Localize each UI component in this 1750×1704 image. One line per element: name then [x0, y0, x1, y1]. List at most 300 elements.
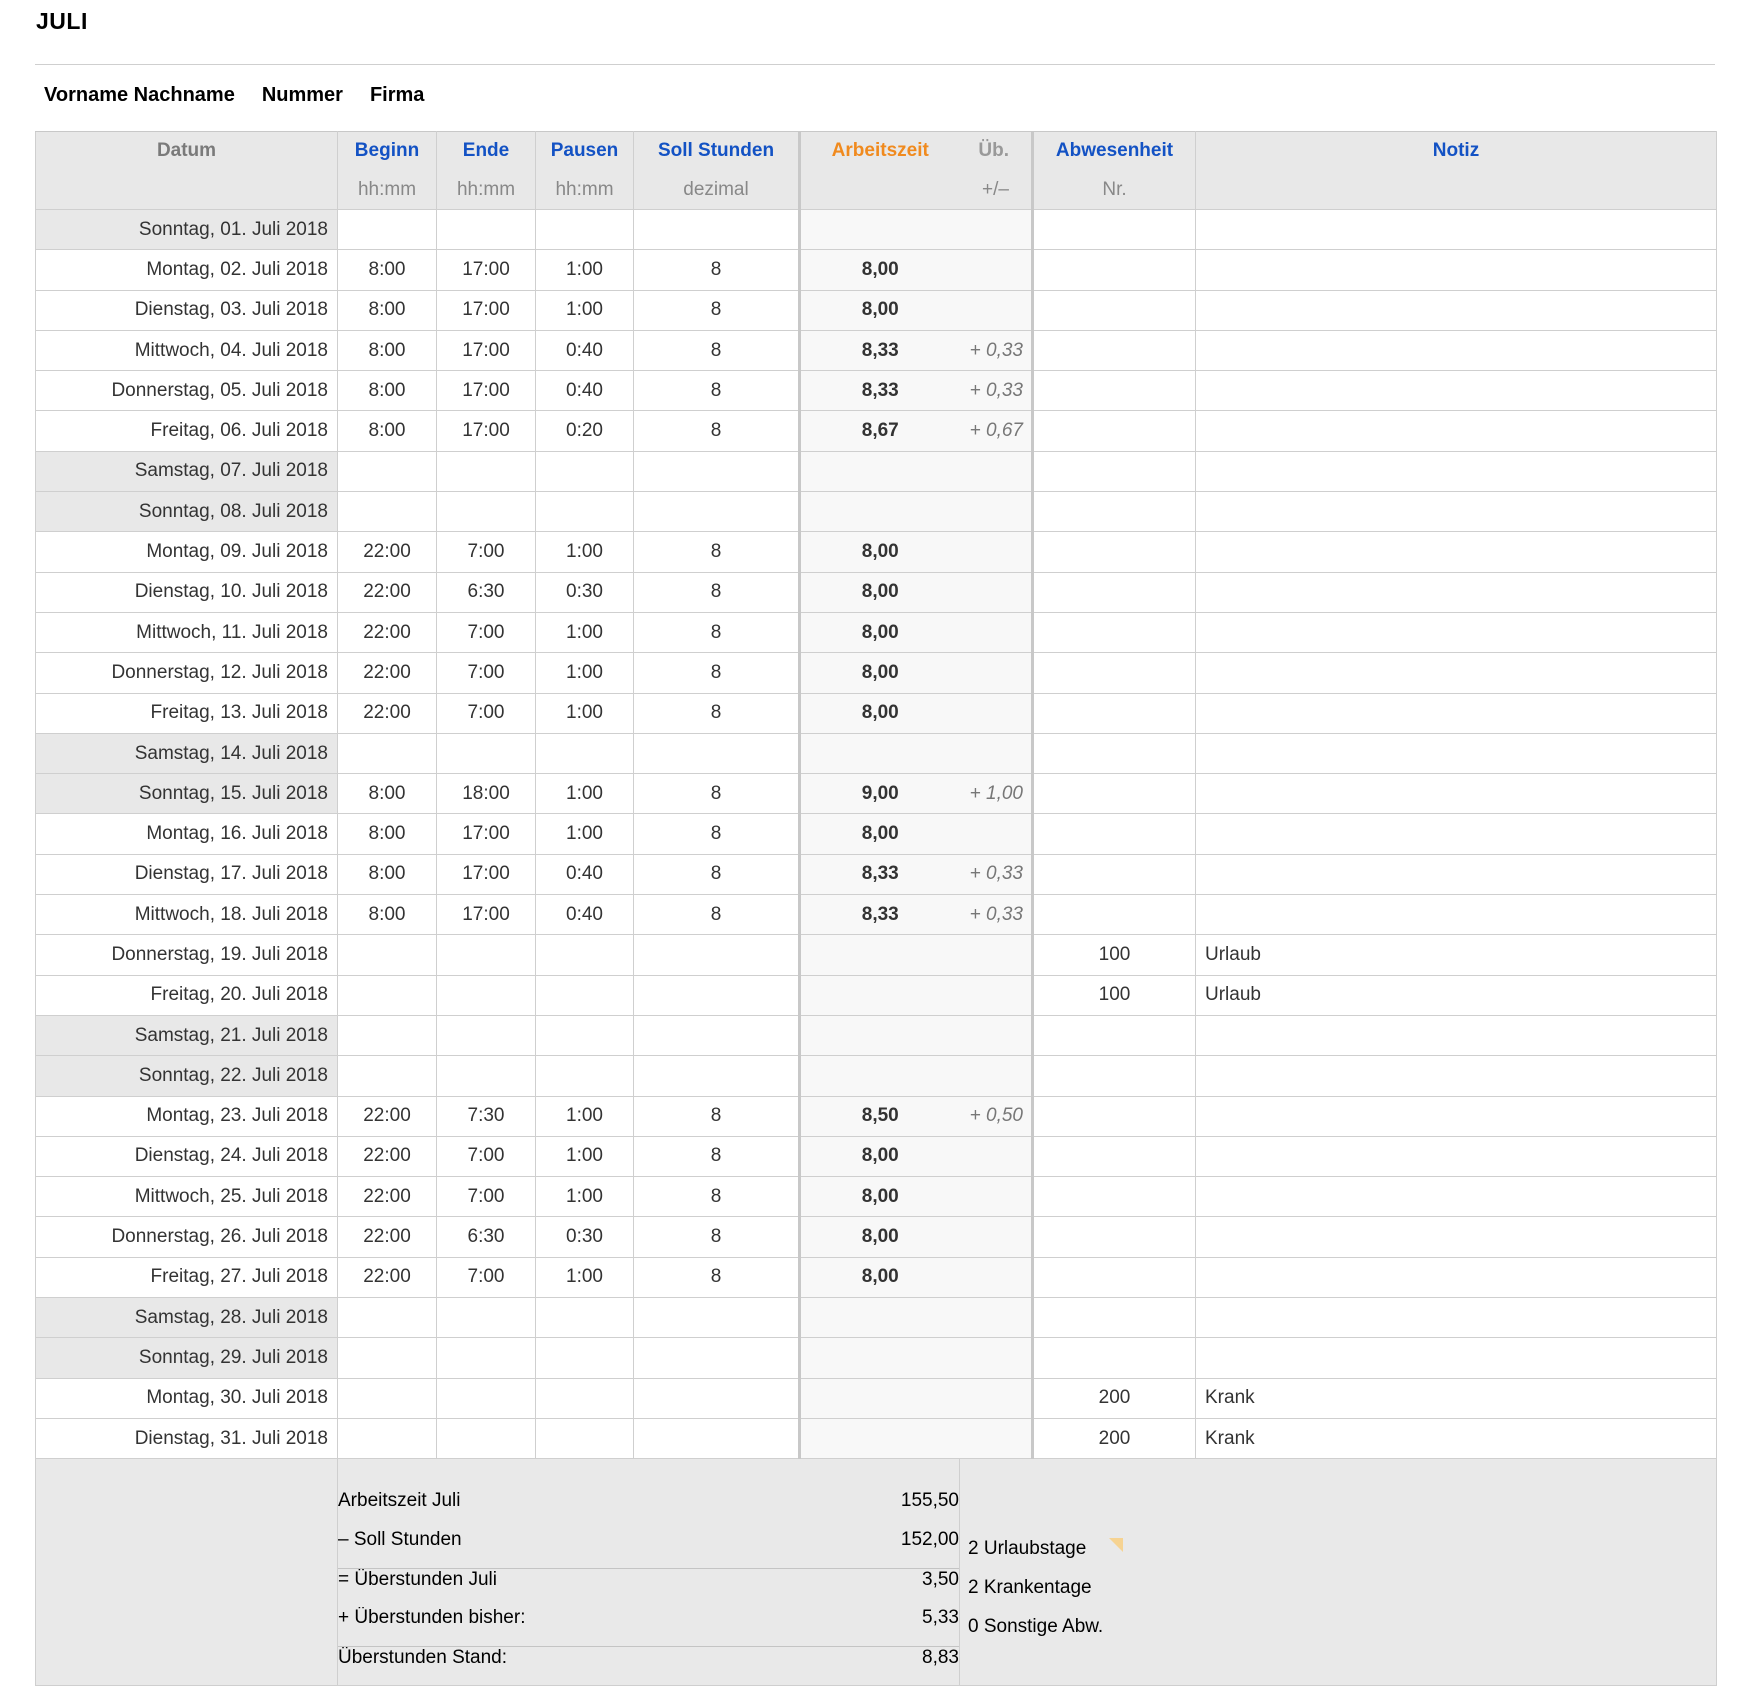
soll-cell[interactable]: 8 — [634, 371, 800, 411]
arbeitszeit-cell[interactable] — [800, 451, 960, 491]
summary-value: 155,50 — [900, 1490, 959, 1512]
abwesenheit-cell[interactable] — [1033, 330, 1196, 370]
arbeitszeit-cell[interactable] — [800, 1298, 960, 1338]
ende-cell[interactable]: 7:00 — [437, 1177, 536, 1217]
beginn-cell[interactable] — [338, 1338, 437, 1378]
abwesenheit-cell[interactable] — [1033, 371, 1196, 411]
notiz-cell[interactable] — [1196, 1257, 1717, 1297]
abwesenheit-cell[interactable] — [1033, 411, 1196, 451]
arbeitszeit-cell[interactable] — [800, 733, 960, 773]
notiz-cell[interactable]: Urlaub — [1196, 935, 1717, 975]
beginn-cell[interactable] — [338, 1056, 437, 1096]
ueberstunden-cell[interactable] — [960, 1177, 1033, 1217]
beginn-cell[interactable] — [338, 492, 437, 532]
ende-cell[interactable]: 17:00 — [437, 411, 536, 451]
abwesenheit-cell[interactable] — [1033, 290, 1196, 330]
arbeitszeit-cell[interactable]: 8,00 — [800, 1177, 960, 1217]
notiz-cell[interactable] — [1196, 290, 1717, 330]
arbeitszeit-cell[interactable]: 8,00 — [800, 572, 960, 612]
notiz-cell[interactable]: Urlaub — [1196, 975, 1717, 1015]
ende-cell[interactable]: 6:30 — [437, 1217, 536, 1257]
beginn-cell[interactable]: 22:00 — [338, 1136, 437, 1176]
beginn-cell[interactable] — [338, 210, 437, 250]
abwesenheit-cell[interactable] — [1033, 1257, 1196, 1297]
ende-cell[interactable] — [437, 1378, 536, 1418]
soll-cell[interactable]: 8 — [634, 290, 800, 330]
ueberstunden-cell[interactable]: + 0,50 — [960, 1096, 1033, 1136]
soll-cell[interactable]: 8 — [634, 250, 800, 290]
pausen-cell[interactable]: 1:00 — [536, 250, 634, 290]
notiz-cell[interactable] — [1196, 774, 1717, 814]
arbeitszeit-cell[interactable]: 8,33 — [800, 854, 960, 894]
pausen-cell[interactable]: 1:00 — [536, 1096, 634, 1136]
notiz-cell[interactable] — [1196, 854, 1717, 894]
abwesenheit-cell[interactable]: 200 — [1033, 1378, 1196, 1418]
notiz-cell[interactable] — [1196, 1217, 1717, 1257]
pausen-cell[interactable]: 0:40 — [536, 854, 634, 894]
pausen-cell[interactable]: 0:40 — [536, 330, 634, 370]
pausen-cell[interactable]: 1:00 — [536, 774, 634, 814]
ende-cell[interactable] — [437, 1418, 536, 1458]
beginn-cell[interactable]: 8:00 — [338, 814, 437, 854]
ende-cell[interactable] — [437, 451, 536, 491]
ueberstunden-cell[interactable] — [960, 1136, 1033, 1176]
ueberstunden-cell[interactable]: + 0,33 — [960, 895, 1033, 935]
abwesenheit-cell[interactable] — [1033, 1177, 1196, 1217]
beginn-cell[interactable]: 8:00 — [338, 250, 437, 290]
arbeitszeit-cell[interactable]: 9,00 — [800, 774, 960, 814]
table-row — [36, 1257, 1717, 1297]
header-arbeitszeit-unit — [800, 171, 960, 210]
table-row — [36, 1056, 1717, 1096]
date-cell: Dienstag, 24. Juli 2018 — [36, 1136, 338, 1176]
notiz-cell[interactable] — [1196, 1136, 1717, 1176]
ueberstunden-cell[interactable] — [960, 492, 1033, 532]
beginn-cell[interactable]: 22:00 — [338, 653, 437, 693]
abwesenheit-cell[interactable] — [1033, 1136, 1196, 1176]
soll-cell[interactable] — [634, 451, 800, 491]
abwesenheit-cell[interactable] — [1033, 1096, 1196, 1136]
pausen-cell[interactable] — [536, 210, 634, 250]
ende-cell[interactable] — [437, 210, 536, 250]
ueberstunden-cell[interactable] — [960, 693, 1033, 733]
ende-cell[interactable] — [437, 1015, 536, 1055]
pausen-cell[interactable]: 1:00 — [536, 290, 634, 330]
date-cell: Mittwoch, 25. Juli 2018 — [36, 1177, 338, 1217]
employee-company: Firma — [369, 84, 425, 106]
notiz-cell[interactable] — [1196, 733, 1717, 773]
ueberstunden-cell[interactable] — [960, 210, 1033, 250]
abwesenheit-cell[interactable] — [1033, 451, 1196, 491]
pausen-cell[interactable] — [536, 451, 634, 491]
soll-cell[interactable]: 8 — [634, 1177, 800, 1217]
soll-cell[interactable]: 8 — [634, 612, 800, 652]
ende-cell[interactable] — [437, 1298, 536, 1338]
soll-cell[interactable]: 8 — [634, 330, 800, 370]
beginn-cell[interactable]: 8:00 — [338, 895, 437, 935]
notiz-cell[interactable] — [1196, 371, 1717, 411]
ueberstunden-cell[interactable] — [960, 1257, 1033, 1297]
abwesenheit-cell[interactable] — [1033, 1298, 1196, 1338]
ueberstunden-cell[interactable] — [960, 814, 1033, 854]
notiz-cell[interactable] — [1196, 1096, 1717, 1136]
soll-cell[interactable] — [634, 733, 800, 773]
ende-cell[interactable]: 17:00 — [437, 250, 536, 290]
beginn-cell[interactable]: 22:00 — [338, 532, 437, 572]
header-ende-unit: hh:mm — [437, 171, 536, 210]
table-row — [36, 1217, 1717, 1257]
ende-cell[interactable] — [437, 1056, 536, 1096]
arbeitszeit-cell[interactable]: 8,00 — [800, 290, 960, 330]
soll-cell[interactable] — [634, 1298, 800, 1338]
ende-cell[interactable]: 6:30 — [437, 572, 536, 612]
beginn-cell[interactable] — [338, 975, 437, 1015]
ueberstunden-cell[interactable] — [960, 250, 1033, 290]
arbeitszeit-cell[interactable] — [800, 975, 960, 1015]
date-cell: Samstag, 28. Juli 2018 — [36, 1298, 338, 1338]
table-row — [36, 774, 1717, 814]
beginn-cell[interactable]: 22:00 — [338, 572, 437, 612]
abwesenheit-cell[interactable] — [1033, 733, 1196, 773]
notiz-cell[interactable] — [1196, 1056, 1717, 1096]
arbeitszeit-cell[interactable]: 8,33 — [800, 371, 960, 411]
pausen-cell[interactable]: 1:00 — [536, 653, 634, 693]
ueberstunden-cell[interactable] — [960, 572, 1033, 612]
ueberstunden-cell[interactable] — [960, 1338, 1033, 1378]
employee-name: Vorname Nachname — [44, 84, 235, 106]
header-beginn: Beginn — [338, 132, 437, 171]
pausen-cell[interactable]: 1:00 — [536, 1257, 634, 1297]
soll-cell[interactable]: 8 — [634, 1136, 800, 1176]
pausen-cell[interactable]: 0:40 — [536, 895, 634, 935]
abwesenheit-cell[interactable] — [1033, 895, 1196, 935]
ende-cell[interactable]: 7:00 — [437, 532, 536, 572]
ende-cell[interactable] — [437, 935, 536, 975]
beginn-cell[interactable] — [338, 1418, 437, 1458]
summary-row — [338, 1646, 959, 1685]
table-row — [36, 854, 1717, 894]
arbeitszeit-cell[interactable]: 8,00 — [800, 1217, 960, 1257]
arbeitszeit-cell[interactable]: 8,00 — [800, 814, 960, 854]
beginn-cell[interactable] — [338, 1298, 437, 1338]
notiz-cell[interactable] — [1196, 451, 1717, 491]
ueberstunden-cell[interactable]: + 0,33 — [960, 330, 1033, 370]
table-row — [36, 1015, 1717, 1055]
arbeitszeit-cell[interactable]: 8,00 — [800, 1257, 960, 1297]
abwesenheit-cell[interactable]: 100 — [1033, 935, 1196, 975]
date-cell: Mittwoch, 18. Juli 2018 — [36, 895, 338, 935]
beginn-cell[interactable] — [338, 1378, 437, 1418]
ende-cell[interactable]: 17:00 — [437, 330, 536, 370]
table-row — [36, 814, 1717, 854]
ende-cell[interactable]: 18:00 — [437, 774, 536, 814]
notiz-cell[interactable] — [1196, 532, 1717, 572]
date-cell: Mittwoch, 04. Juli 2018 — [36, 330, 338, 370]
date-cell: Sonntag, 01. Juli 2018 — [36, 210, 338, 250]
arbeitszeit-cell[interactable]: 8,00 — [800, 653, 960, 693]
ende-cell[interactable]: 7:00 — [437, 1136, 536, 1176]
absence-count: 2 Urlaubstage — [968, 1538, 1087, 1560]
soll-cell[interactable] — [634, 935, 800, 975]
ueberstunden-cell[interactable]: + 0,67 — [960, 411, 1033, 451]
ende-cell[interactable] — [437, 1338, 536, 1378]
arbeitszeit-cell[interactable] — [800, 935, 960, 975]
soll-cell[interactable]: 8 — [634, 693, 800, 733]
table-row — [36, 1177, 1717, 1217]
pausen-cell[interactable]: 0:30 — [536, 1217, 634, 1257]
pausen-cell[interactable]: 1:00 — [536, 693, 634, 733]
arbeitszeit-cell[interactable] — [800, 1056, 960, 1096]
table-row — [36, 492, 1717, 532]
soll-cell[interactable]: 8 — [634, 774, 800, 814]
notiz-cell[interactable] — [1196, 1177, 1717, 1217]
notiz-cell[interactable] — [1196, 653, 1717, 693]
beginn-cell[interactable]: 22:00 — [338, 1096, 437, 1136]
absence-count: 0 Sonstige Abw. — [968, 1616, 1104, 1638]
summary-value: 5,33 — [922, 1607, 959, 1629]
pausen-cell[interactable] — [536, 1015, 634, 1055]
table-row — [36, 693, 1717, 733]
pausen-cell[interactable] — [536, 1298, 634, 1338]
abwesenheit-cell[interactable] — [1033, 612, 1196, 652]
abwesenheit-cell[interactable] — [1033, 1056, 1196, 1096]
notiz-cell[interactable] — [1196, 814, 1717, 854]
soll-cell[interactable]: 8 — [634, 1257, 800, 1297]
table-row — [36, 572, 1717, 612]
notiz-cell[interactable] — [1196, 895, 1717, 935]
abwesenheit-cell[interactable]: 100 — [1033, 975, 1196, 1015]
abwesenheit-cell[interactable] — [1033, 1338, 1196, 1378]
ueberstunden-cell[interactable] — [960, 290, 1033, 330]
table-row — [36, 1096, 1717, 1136]
abwesenheit-cell[interactable] — [1033, 774, 1196, 814]
summary-spacer — [36, 1459, 338, 1686]
ende-cell[interactable]: 17:00 — [437, 854, 536, 894]
beginn-cell[interactable]: 22:00 — [338, 1217, 437, 1257]
ueberstunden-cell[interactable] — [960, 975, 1033, 1015]
table-row — [36, 371, 1717, 411]
abwesenheit-cell[interactable] — [1033, 572, 1196, 612]
arbeitszeit-cell[interactable] — [800, 1338, 960, 1378]
beginn-cell[interactable]: 8:00 — [338, 411, 437, 451]
abwesenheit-cell[interactable] — [1033, 492, 1196, 532]
notiz-cell[interactable] — [1196, 1015, 1717, 1055]
beginn-cell[interactable]: 8:00 — [338, 854, 437, 894]
soll-cell[interactable] — [634, 492, 800, 532]
abwesenheit-cell[interactable] — [1033, 1217, 1196, 1257]
ueberstunden-cell[interactable] — [960, 1378, 1033, 1418]
table-row — [36, 935, 1717, 975]
notiz-cell[interactable] — [1196, 250, 1717, 290]
notiz-cell[interactable]: Krank — [1196, 1418, 1717, 1458]
arbeitszeit-cell[interactable]: 8,00 — [800, 250, 960, 290]
date-cell: Freitag, 20. Juli 2018 — [36, 975, 338, 1015]
notiz-cell[interactable] — [1196, 612, 1717, 652]
summary-label: Überstunden Stand: — [338, 1646, 812, 1685]
arbeitszeit-cell[interactable] — [800, 1378, 960, 1418]
pausen-cell[interactable] — [536, 935, 634, 975]
ende-cell[interactable]: 7:30 — [437, 1096, 536, 1136]
abwesenheit-cell[interactable] — [1033, 814, 1196, 854]
notiz-cell[interactable] — [1196, 492, 1717, 532]
table-row — [36, 451, 1717, 491]
header-ub-unit: +/– — [960, 171, 1033, 210]
ueberstunden-cell[interactable]: + 0,33 — [960, 854, 1033, 894]
soll-cell[interactable]: 8 — [634, 572, 800, 612]
notiz-cell[interactable] — [1196, 210, 1717, 250]
date-cell: Donnerstag, 19. Juli 2018 — [36, 935, 338, 975]
table-row — [36, 612, 1717, 652]
beginn-cell[interactable] — [338, 733, 437, 773]
soll-cell[interactable]: 8 — [634, 411, 800, 451]
date-cell: Sonntag, 15. Juli 2018 — [36, 774, 338, 814]
soll-cell[interactable]: 8 — [634, 532, 800, 572]
ueberstunden-cell[interactable] — [960, 653, 1033, 693]
date-cell: Donnerstag, 26. Juli 2018 — [36, 1217, 338, 1257]
soll-cell[interactable]: 8 — [634, 1096, 800, 1136]
abwesenheit-cell[interactable] — [1033, 653, 1196, 693]
arbeitszeit-cell[interactable]: 8,00 — [800, 693, 960, 733]
beginn-cell[interactable]: 8:00 — [338, 774, 437, 814]
notiz-cell[interactable] — [1196, 693, 1717, 733]
beginn-cell[interactable]: 22:00 — [338, 612, 437, 652]
pausen-cell[interactable]: 1:00 — [536, 612, 634, 652]
notiz-cell[interactable] — [1196, 572, 1717, 612]
arbeitszeit-cell[interactable]: 8,33 — [800, 330, 960, 370]
summary-value: 152,00 — [900, 1529, 959, 1551]
abwesenheit-cell[interactable] — [1033, 693, 1196, 733]
header-arbeitszeit: Arbeitszeit — [800, 132, 960, 171]
abwesenheit-cell[interactable] — [1033, 210, 1196, 250]
arbeitszeit-cell[interactable]: 8,00 — [800, 532, 960, 572]
beginn-cell[interactable]: 22:00 — [338, 1177, 437, 1217]
soll-cell[interactable] — [634, 210, 800, 250]
pausen-cell[interactable]: 0:30 — [536, 572, 634, 612]
summary-block — [338, 1459, 960, 1686]
soll-cell[interactable] — [634, 975, 800, 1015]
ueberstunden-cell[interactable] — [960, 451, 1033, 491]
pausen-cell[interactable]: 1:00 — [536, 1177, 634, 1217]
abwesenheit-cell[interactable]: 200 — [1033, 1418, 1196, 1458]
abwesenheit-cell[interactable] — [1033, 854, 1196, 894]
beginn-cell[interactable] — [338, 1015, 437, 1055]
ende-cell[interactable]: 17:00 — [437, 814, 536, 854]
beginn-cell[interactable]: 22:00 — [338, 693, 437, 733]
date-cell: Montag, 09. Juli 2018 — [36, 532, 338, 572]
abwesenheit-cell[interactable] — [1033, 250, 1196, 290]
ueberstunden-cell[interactable]: + 1,00 — [960, 774, 1033, 814]
pausen-cell[interactable]: 1:00 — [536, 814, 634, 854]
soll-cell[interactable]: 8 — [634, 814, 800, 854]
header-notiz: Notiz — [1196, 132, 1717, 171]
arbeitszeit-cell[interactable] — [800, 492, 960, 532]
pausen-cell[interactable] — [536, 492, 634, 532]
ueberstunden-cell[interactable] — [960, 1298, 1033, 1338]
abwesenheit-cell[interactable] — [1033, 532, 1196, 572]
arbeitszeit-cell[interactable] — [800, 1418, 960, 1458]
ueberstunden-cell[interactable] — [960, 935, 1033, 975]
summary-value: 3,50 — [812, 1568, 959, 1607]
soll-cell[interactable] — [634, 1378, 800, 1418]
ende-cell[interactable] — [437, 975, 536, 1015]
beginn-cell[interactable] — [338, 451, 437, 491]
ueberstunden-cell[interactable]: + 0,33 — [960, 371, 1033, 411]
arbeitszeit-cell[interactable]: 8,50 — [800, 1096, 960, 1136]
pausen-cell[interactable] — [536, 1418, 634, 1458]
arbeitszeit-cell[interactable]: 8,00 — [800, 1136, 960, 1176]
soll-cell[interactable]: 8 — [634, 653, 800, 693]
ende-cell[interactable] — [437, 733, 536, 773]
pausen-cell[interactable]: 1:00 — [536, 532, 634, 572]
arbeitszeit-cell[interactable] — [800, 1015, 960, 1055]
soll-cell[interactable]: 8 — [634, 1217, 800, 1257]
soll-cell[interactable]: 8 — [634, 854, 800, 894]
ende-cell[interactable]: 7:00 — [437, 1257, 536, 1297]
absence-count: 2 Krankentage — [968, 1577, 1092, 1599]
ende-cell[interactable]: 7:00 — [437, 653, 536, 693]
ende-cell[interactable]: 7:00 — [437, 693, 536, 733]
pausen-cell[interactable]: 0:20 — [536, 411, 634, 451]
ende-cell[interactable] — [437, 492, 536, 532]
pausen-cell[interactable]: 0:40 — [536, 371, 634, 411]
pausen-cell[interactable] — [536, 1378, 634, 1418]
notiz-cell[interactable] — [1196, 1338, 1717, 1378]
beginn-cell[interactable]: 8:00 — [338, 330, 437, 370]
soll-cell[interactable] — [634, 1418, 800, 1458]
summary-label: – Soll Stunden — [338, 1529, 462, 1551]
page-title: JULI — [36, 8, 88, 34]
notiz-cell[interactable] — [1196, 411, 1717, 451]
arbeitszeit-cell[interactable]: 8,33 — [800, 895, 960, 935]
ende-cell[interactable]: 17:00 — [437, 290, 536, 330]
notiz-cell[interactable]: Krank — [1196, 1378, 1717, 1418]
date-cell: Montag, 02. Juli 2018 — [36, 250, 338, 290]
ueberstunden-cell[interactable] — [960, 532, 1033, 572]
ueberstunden-cell[interactable] — [960, 612, 1033, 652]
beginn-cell[interactable]: 22:00 — [338, 1257, 437, 1297]
pausen-cell[interactable] — [536, 1056, 634, 1096]
beginn-cell[interactable] — [338, 935, 437, 975]
soll-cell[interactable] — [634, 1338, 800, 1378]
pausen-cell[interactable]: 1:00 — [536, 1136, 634, 1176]
arbeitszeit-cell[interactable]: 8,67 — [800, 411, 960, 451]
ueberstunden-cell[interactable] — [960, 1015, 1033, 1055]
ende-cell[interactable]: 17:00 — [437, 371, 536, 411]
pausen-cell[interactable] — [536, 975, 634, 1015]
ende-cell[interactable]: 17:00 — [437, 895, 536, 935]
beginn-cell[interactable]: 8:00 — [338, 371, 437, 411]
ueberstunden-cell[interactable] — [960, 1217, 1033, 1257]
ueberstunden-cell[interactable] — [960, 733, 1033, 773]
date-cell: Donnerstag, 05. Juli 2018 — [36, 371, 338, 411]
ende-cell[interactable]: 7:00 — [437, 612, 536, 652]
ueberstunden-cell[interactable] — [960, 1056, 1033, 1096]
pausen-cell[interactable] — [536, 733, 634, 773]
soll-cell[interactable]: 8 — [634, 895, 800, 935]
abwesenheit-cell[interactable] — [1033, 1015, 1196, 1055]
ueberstunden-cell[interactable] — [960, 1418, 1033, 1458]
soll-cell[interactable] — [634, 1056, 800, 1096]
date-cell: Sonntag, 22. Juli 2018 — [36, 1056, 338, 1096]
beginn-cell[interactable]: 8:00 — [338, 290, 437, 330]
table-row — [36, 532, 1717, 572]
notiz-cell[interactable] — [1196, 330, 1717, 370]
arbeitszeit-cell[interactable]: 8,00 — [800, 612, 960, 652]
notiz-cell[interactable] — [1196, 1298, 1717, 1338]
arbeitszeit-cell[interactable] — [800, 210, 960, 250]
pausen-cell[interactable] — [536, 1338, 634, 1378]
soll-cell[interactable] — [634, 1015, 800, 1055]
